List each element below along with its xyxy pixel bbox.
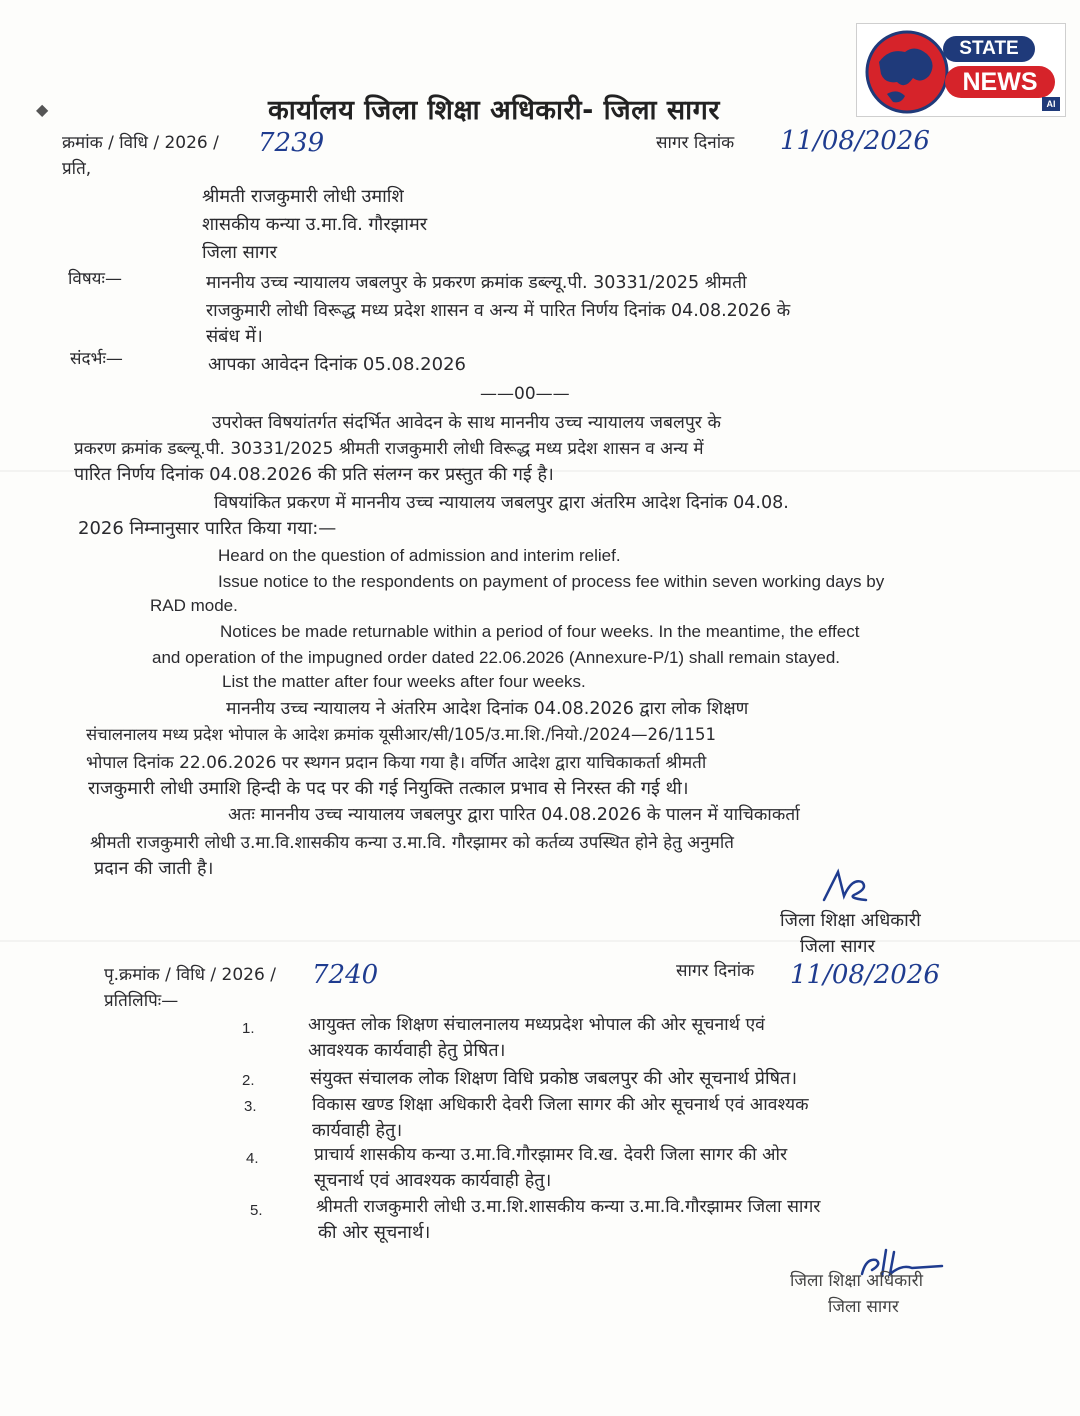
para3-line-3: भोपाल दिनांक 22.06.2026 पर स्थगन प्रदान किया गया है। वर्णित आदेश द्वारा याचिकाकर्ता श्रीमती bbox=[86, 753, 707, 773]
para4-line-3: प्रदान की जाती है। bbox=[94, 858, 214, 879]
copy-ref-prefix: पृ.क्रमांक / विधि / 2026 / bbox=[104, 965, 276, 985]
copy-item-line: संयुक्त संचालक लोक शिक्षण विधि प्रकोष्ठ जबलपुर की ओर सूचनार्थ प्रेषित। bbox=[310, 1068, 798, 1089]
copy-item-line: विकास खण्ड शिक्षा अधिकारी देवरी जिला सागर की ओर सूचनार्थ एवं आवश्यक bbox=[312, 1095, 809, 1115]
subject-label: विषयः— bbox=[68, 269, 122, 289]
signature2-designation: जिला शिक्षा अधिकारी bbox=[790, 1271, 923, 1291]
copy-item-line: सूचनार्थ एवं आवश्यक कार्यवाही हेतु। bbox=[314, 1170, 552, 1191]
recipient-line-2: शासकीय कन्या उ.मा.वि. गौरझामर bbox=[202, 214, 428, 235]
copy-item-number: 5. bbox=[250, 1202, 263, 1219]
bullet-mark-icon: ◆ bbox=[36, 100, 49, 119]
recipient-line-3: जिला सागर bbox=[202, 242, 277, 263]
signature1-district: जिला सागर bbox=[800, 936, 875, 957]
date-handwritten: 11/08/2026 bbox=[780, 126, 930, 156]
logo-state-text: STATE bbox=[943, 36, 1035, 62]
copy-label: प्रतिलिपिः— bbox=[104, 991, 179, 1011]
para3-line-2: संचालनालय मध्य प्रदेश भोपाल के आदेश क्रमांक यूसीआर/सी/105/उ.मा.शि./नियो./2024—26/1151 bbox=[86, 725, 717, 744]
copy-item-number: 3. bbox=[244, 1098, 257, 1115]
ref-number-handwritten: 7239 bbox=[258, 128, 325, 158]
para3-line-1: माननीय उच्च न्यायालय ने अंतरिम आदेश दिनांक 04.08.2026 द्वारा लोक शिक्षण bbox=[226, 699, 749, 719]
para2-line-2: 2026 निम्नानुसार पारित किया गया:— bbox=[78, 518, 337, 539]
para3-line-4: राजकुमारी लोधी उमाशि हिन्दी के पद पर की गई नियुक्ति तत्काल प्रभाव से निरस्त की गई थी। bbox=[88, 778, 689, 799]
date-label: सागर दिनांक bbox=[656, 133, 735, 153]
state-news-logo bbox=[856, 23, 1066, 117]
logo-ai-badge: AI bbox=[1042, 97, 1060, 111]
reference-label: संदर्भः— bbox=[70, 349, 123, 369]
copy-ref-number-handwritten: 7240 bbox=[312, 960, 379, 990]
logo-news-text: NEWS bbox=[945, 66, 1055, 98]
copy-date-label: सागर दिनांक bbox=[676, 961, 755, 981]
subject-line-1: माननीय उच्च न्यायालय जबलपुर के प्रकरण क्रमांक डब्ल्यू.पी. 30331/2025 श्रीमती bbox=[206, 273, 747, 293]
recipient-line-1: श्रीमती राजकुमारी लोधी उमाशि bbox=[202, 186, 404, 207]
signature2-district: जिला सागर bbox=[828, 1297, 899, 1317]
copy-item-line: आवश्यक कार्यवाही हेतु प्रेषित। bbox=[308, 1040, 506, 1061]
copy-item-number: 2. bbox=[242, 1072, 255, 1089]
order-line-4: Notices be made returnable within a period of four weeks. In the meantime, the effect bbox=[220, 622, 860, 641]
para4-line-2: श्रीमती राजकुमारी लोधी उ.मा.वि.शासकीय कन्या उ.मा.वि. गौरझामर को कर्तव्य उपस्थित होने हेतु अनुमति bbox=[90, 833, 734, 853]
order-line-3: RAD mode. bbox=[150, 596, 238, 615]
para1-line-3: पारित निर्णय दिनांक 04.08.2026 की प्रति संलग्न कर प्रस्तुत की गई है। bbox=[74, 464, 554, 485]
copy-item-number: 4. bbox=[246, 1150, 259, 1167]
copy-date-handwritten: 11/08/2026 bbox=[790, 960, 940, 990]
signature1-designation: जिला शिक्षा अधिकारी bbox=[780, 910, 921, 931]
copy-item-line: आयुक्त लोक शिक्षण संचालनालय मध्यप्रदेश भोपाल की ओर सूचनार्थ एवं bbox=[308, 1015, 765, 1035]
para1-line-2: प्रकरण क्रमांक डब्ल्यू.पी. 30331/2025 श्रीमती राजकुमारी लोधी विरूद्ध मध्य प्रदेश शासन व अन्य में bbox=[74, 439, 704, 459]
para1-line-1: उपरोक्त विषयांतर्गत संदर्भित आवेदन के साथ माननीय उच्च न्यायालय जबलपुर के bbox=[212, 413, 721, 433]
order-line-1: Heard on the question of admission and interim relief. bbox=[218, 546, 621, 565]
fold-line bbox=[0, 940, 1080, 942]
ref-prefix: क्रमांक / विधि / 2026 / bbox=[62, 133, 219, 153]
subject-line-2: राजकुमारी लोधी विरूद्ध मध्य प्रदेश शासन व अन्य में पारित निर्णय दिनांक 04.08.2026 के bbox=[206, 301, 791, 321]
para2-line-1: विषयांकित प्रकरण में माननीय उच्च न्यायालय जबलपुर द्वारा अंतरिम आदेश दिनांक 04.08. bbox=[214, 493, 789, 513]
reference-text: आपका आवेदन दिनांक 05.08.2026 bbox=[208, 354, 466, 375]
subject-line-3: संबंध में। bbox=[206, 326, 263, 347]
copy-item-line: प्राचार्य शासकीय कन्या उ.मा.वि.गौरझामर वि.ख. देवरी जिला सागर की ओर bbox=[314, 1145, 788, 1165]
copy-item-line: कार्यवाही हेतु। bbox=[312, 1120, 403, 1141]
order-line-2: Issue notice to the respondents on payment of process fee within seven working days by bbox=[218, 572, 885, 591]
order-line-5: and operation of the impugned order dated 22.06.2026 (Annexure-P/1) shall remain stayed. bbox=[152, 648, 841, 667]
copy-item-line: की ओर सूचनार्थ। bbox=[318, 1222, 431, 1243]
separator: ——00—— bbox=[480, 384, 570, 404]
copy-item-number: 1. bbox=[242, 1020, 255, 1037]
office-title: कार्यालय जिला शिक्षा अधिकारी- जिला सागर bbox=[268, 95, 720, 126]
order-line-6: List the matter after four weeks after four weeks. bbox=[222, 672, 586, 691]
copy-item-line: श्रीमती राजकुमारी लोधी उ.मा.शि.शासकीय कन्या उ.मा.वि.गौरझामर जिला सागर bbox=[316, 1197, 821, 1217]
para4-line-1: अतः माननीय उच्च न्यायालय जबलपुर द्वारा पारित 04.08.2026 के पालन में याचिकाकर्ता bbox=[228, 805, 800, 825]
prati-label: प्रति, bbox=[62, 159, 92, 179]
signature-mark-1 bbox=[816, 866, 876, 906]
